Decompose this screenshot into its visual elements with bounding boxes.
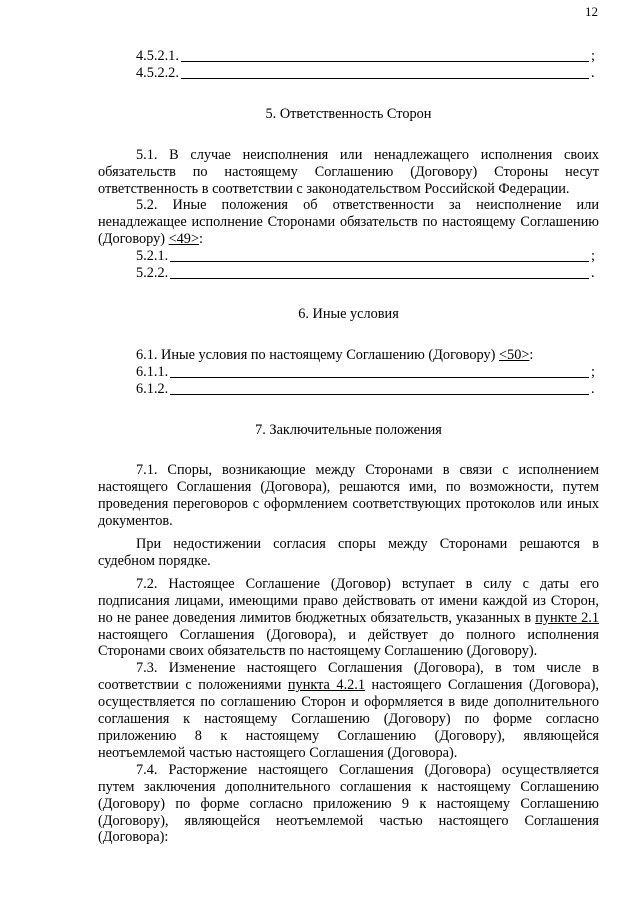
section-6-heading: 6. Иные условия — [298, 305, 399, 322]
line-end-punct: . — [591, 265, 595, 281]
clause-7-1-continued: При недостижении согласия споры между Сторонами решаются в судебном порядке. — [98, 536, 599, 569]
blank-underline — [181, 78, 589, 79]
clause-text: 5.2. Иные положения об ответственности за неисполнение или ненадлежащее исполнение Сторонами обязательств по настоящему Соглашению (Договору) — [98, 197, 599, 248]
line-end-punct: ; — [591, 363, 595, 380]
link-clause-2-1[interactable]: пункте 2.1 — [535, 609, 599, 626]
blank-underline — [170, 261, 589, 262]
clause-number: 4.5.2.2. — [136, 64, 179, 81]
clause-number: 5.2.1. — [136, 248, 169, 265]
clause-text: 6.1. Иные условия по настоящему Соглашению (Договору) — [136, 346, 499, 363]
clause-number: 5.2.2. — [136, 265, 169, 281]
clause-punct: : — [199, 231, 203, 248]
clause-7-2 — [98, 576, 599, 661]
blank-line-5-2-1 — [98, 248, 599, 265]
blank-underline — [170, 394, 589, 395]
clause-6-1 — [98, 347, 599, 364]
clause-text: 7.3. Изменение настоящего Соглашения (Договора), в том числе в соответствии с положениями — [98, 660, 599, 694]
blank-line-4-5-2-2 — [98, 65, 599, 82]
clause-number: 6.1.1. — [136, 363, 169, 380]
clause-text: настоящего Соглашения (Договора), осуществляется по соглашению Сторон и оформляется в виде дополнительного соглашения к настоящему Соглашению (Договору) по форме согласно приложению 8 к настоящему Соглашению (Договору), являющейся неотъемлемой частью настоящего Соглашения (Договора). — [98, 677, 599, 761]
blank-underline — [181, 61, 589, 62]
page-number: 12 — [585, 4, 598, 19]
line-end-punct: . — [591, 380, 595, 397]
line-end-punct: ; — [591, 248, 595, 265]
clause-punct: : — [529, 346, 534, 363]
clause-7-1: 7.1. Споры, возникающие между Сторонами в связи с исполнением настоящего Соглашения (Договора), решаются ими, по возможности, путем проведения переговоров с оформлением соответствующих протоколов или иных документов. — [98, 462, 599, 530]
blank-line-6-1-1 — [98, 364, 599, 381]
clause-number: 4.5.2.1. — [136, 47, 179, 64]
blank-line-5-2-2 — [98, 265, 599, 282]
line-end-punct: . — [591, 64, 595, 81]
clause-5-1: 5.1. В случае неисполнения или ненадлежащего исполнения своих обязательств по настоящему Соглашению (Договору) Стороны несут ответственность в соответствии с законодательством Российской Федерации. — [98, 146, 599, 197]
link-clause-4-2-1[interactable]: пункта 4.2.1 — [287, 677, 366, 694]
blank-line-4-5-2-1 — [98, 48, 599, 65]
clause-7-4: 7.4. Расторжение настоящего Соглашения (Договора) осуществляется путем заключения дополнительного соглашения к настоящему Соглашению (Договору) по форме согласно приложению 9 к настоящему Соглашению (Договору), являющейся неотъемлемой частью настоящего Соглашения (Договора): — [98, 761, 599, 846]
document-body — [98, 48, 599, 846]
clause-5-2 — [98, 197, 599, 248]
footnote-ref-49[interactable]: <49> — [168, 231, 200, 248]
clause-text: настоящего Соглашения (Договора), и действует до полного исполнения Сторонами своих обязательств по настоящему Соглашению (Договору). — [98, 626, 599, 660]
section-7-heading: 7. Заключительные положения — [255, 421, 442, 438]
line-end-punct: ; — [591, 47, 595, 64]
clause-number: 6.1.2. — [136, 380, 169, 397]
section-5-heading: 5. Ответственность Сторон — [265, 105, 432, 122]
blank-underline — [170, 377, 589, 378]
footnote-ref-50[interactable]: <50> — [498, 346, 530, 363]
clause-7-3 — [98, 660, 599, 761]
clause-text: 7.2. Настоящее Соглашение (Договор) вступает в силу с даты его подписания лицами, имеющими право действовать от имени каждой из Сторон, но не ранее доведения лимитов бюджетных обязательств, указанных в — [98, 575, 599, 626]
blank-line-6-1-2 — [98, 381, 599, 398]
blank-underline — [170, 278, 589, 279]
